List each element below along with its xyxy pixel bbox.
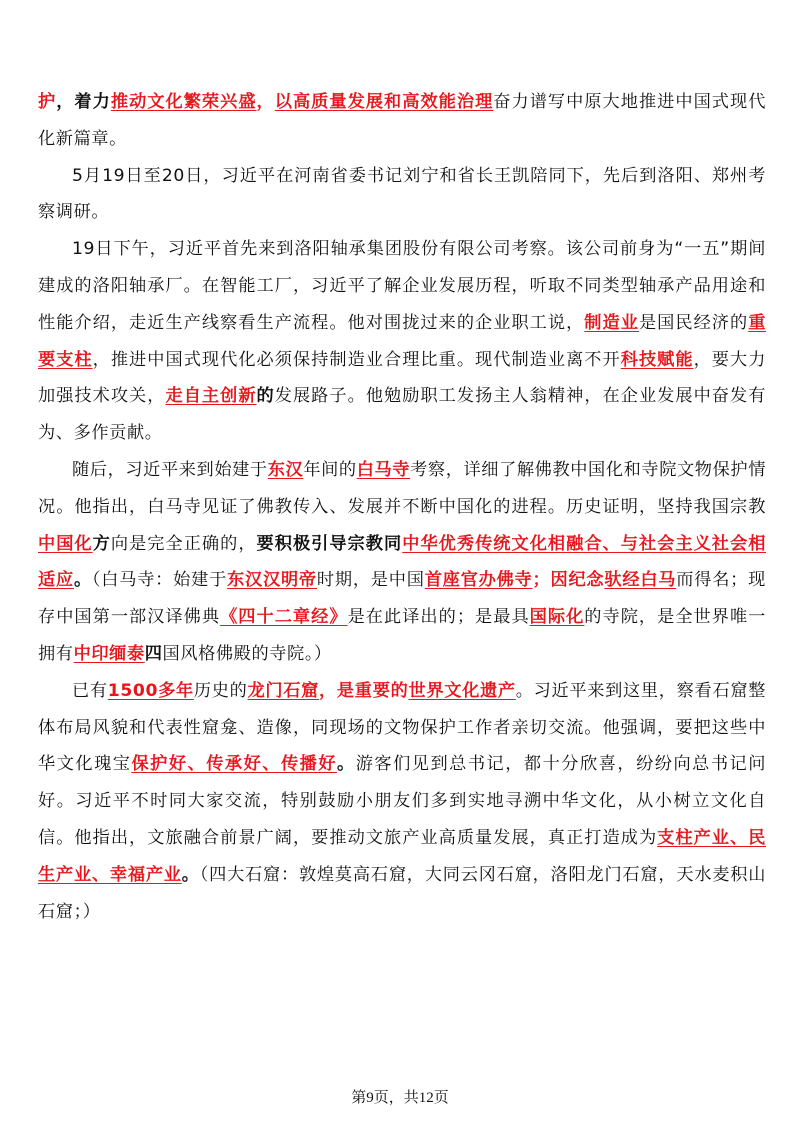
body-text: ，推进中国式现代化必须保持制造业合理比重。现代制造业离不开 — [92, 349, 621, 370]
red-bold-text: 护 — [38, 92, 57, 112]
page-footer: 第9页，共12页 — [351, 1090, 449, 1106]
body-text: 已有 — [72, 680, 108, 701]
highlighted-keyword: 世界文化遗产 — [408, 680, 516, 701]
highlighted-keyword: 东汉汉明帝 — [227, 570, 317, 591]
bold-text: 要积极引导宗教同 — [256, 533, 403, 554]
body-text: 时期，是中国 — [316, 570, 425, 591]
body-text: 国风格佛殿的寺院。） — [162, 643, 332, 664]
bold-text: 的 — [256, 386, 275, 407]
paragraph — [38, 84, 766, 158]
paragraph — [38, 673, 766, 931]
highlighted-keyword: 制造业 — [584, 312, 639, 333]
bold-text: ，着力 — [56, 92, 111, 112]
highlighted-keyword: 中国化 — [38, 533, 93, 554]
highlighted-keyword: 走自主创新 — [165, 386, 257, 407]
paragraph — [38, 158, 766, 232]
body-text: （白马寺：始建于 — [91, 570, 228, 591]
body-text: 历史的 — [193, 680, 248, 701]
bold-text: 四 — [144, 643, 163, 664]
body-text: 考察，详细了解佛教中国化和寺院文物保护情况。他指出，白马寺见证了佛教传入、发展并不断中国化的进程。历史证明，坚持我国宗教 — [38, 459, 766, 517]
body-text: 奋力谱写中原大地推进中国式现代化新篇章。 — [38, 92, 766, 149]
highlighted-keyword: 驮经白马 — [604, 570, 677, 591]
highlighted-keyword: 中华优秀传统文化相融合、与社会主义社会相适应 — [38, 533, 766, 591]
body-text: 5月19日至20日，习近平在河南省委书记刘宁和省长王凯陪同下，先后到洛阳、郑州考察调研。 — [38, 165, 766, 223]
highlighted-keyword: 龙门石窟 — [247, 680, 320, 701]
body-text: 年间的 — [303, 459, 357, 480]
highlighted-keyword: 重要支柱 — [38, 312, 766, 370]
body-text: 而得名；现存中国第一部汉译佛典 — [38, 570, 766, 628]
highlighted-keyword: 东汉 — [267, 459, 304, 480]
bold-text: 。 — [337, 754, 356, 775]
paragraph — [38, 452, 766, 673]
highlighted-keyword: 首座官办佛寺 — [424, 570, 533, 591]
bold-text: 。 — [73, 570, 92, 591]
document-body — [38, 84, 766, 930]
highlighted-keyword: 科技赋能 — [620, 349, 694, 370]
body-text: 的寺院，是全世界唯一拥有 — [38, 607, 766, 664]
body-text: 是在此译出的；是最具 — [347, 607, 530, 628]
highlighted-keyword: 国际化 — [529, 607, 585, 628]
highlighted-keyword: 支柱产业、民生产业、幸福产业 — [38, 827, 766, 885]
highlighted-keyword: 保护好、传承好、传播好 — [131, 754, 338, 775]
body-text: 向是完全正确的， — [110, 533, 257, 554]
body-text: 。习近平来到这里，察看石窟整体布局风貌和代表性窟龛、造像，同现场的文物保护工作者亲切交流。他强调，要把这些中华文化瑰宝 — [38, 680, 766, 775]
red-bold-text: ；因纪念 — [532, 570, 605, 591]
highlighted-keyword: 推动文化繁荣兴盛 — [110, 92, 257, 112]
red-bold-text: ，是重要的 — [319, 680, 409, 701]
highlighted-keyword: 《四十二章经》 — [220, 607, 348, 628]
paragraph — [38, 231, 766, 452]
body-text: 随后，习近平来到始建于 — [72, 459, 268, 480]
highlighted-keyword: 白马寺 — [356, 459, 411, 480]
body-text: 是国民经济的 — [638, 312, 749, 333]
body-text: 游客们见到总书记，都十分欣喜，纷纷向总书记问好。习近平不时同大家交流，特别鼓励小朋友们多到实地寻溯中华文化，从小树立文化自信。他指出，文旅融合前景广阔，要推动文旅产业高质量发展，真正打造成为 — [38, 754, 766, 848]
body-text: ，要大力加强技术攻关， — [38, 349, 766, 407]
highlighted-keyword: 中印缅泰 — [73, 643, 145, 664]
bold-text: 。 — [181, 864, 200, 885]
red-bold-text: ， — [256, 92, 275, 112]
body-text: （四大石窟：敦煌莫高石窟，大同云冈石窟，洛阳龙门石窟，天水麦积山石窟；） — [38, 864, 766, 922]
body-text: 发展路子。他勉励职工发扬主人翁精神，在企业发展中奋发有为、多作贡献。 — [38, 386, 767, 444]
bold-text: 方 — [92, 533, 111, 554]
highlighted-keyword: 1500多年 — [107, 680, 194, 701]
body-text: 19日下午，习近平首先来到洛阳轴承集团股份有限公司考察。该公司前身为“一五”期间建成的洛阳轴承厂。在智能工厂，习近平了解企业发展历程，听取不同类型轴承产品用途和性能介绍，走近生产线察看生产流程。他对围拢过来的企业职工说， — [38, 239, 766, 333]
highlighted-keyword: 以高质量发展和高效能治理 — [274, 92, 494, 112]
